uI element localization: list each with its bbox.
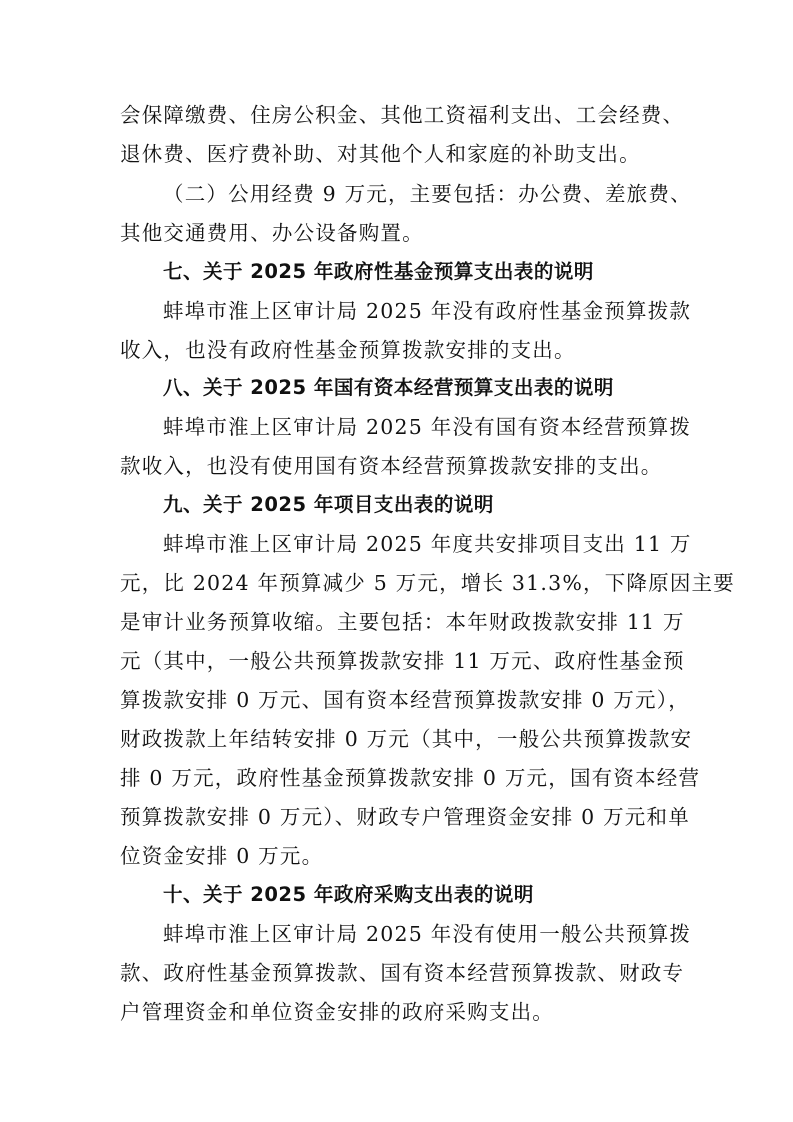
paragraph-line: 算拨款安排 0 万元、国有资本经营预算拨款安排 0 万元）， xyxy=(120,688,690,712)
section-heading-8: 八、关于 2025 年国有资本经营预算支出表的说明 xyxy=(163,376,614,399)
paragraph-line: 元，比 2024 年预算减少 5 万元，增长 31.3%，下降原因主要 xyxy=(120,571,735,595)
section-heading-10: 十、关于 2025 年政府采购支出表的说明 xyxy=(163,883,534,906)
paragraph-line: 是审计业务预算收缩。主要包括：本年财政拨款安排 11 万 xyxy=(120,610,685,634)
paragraph-line: 退休费、医疗费补助、对其他个人和家庭的补助支出。 xyxy=(120,142,641,166)
paragraph-line: 排 0 万元，政府性基金预算拨款安排 0 万元，国有资本经营 xyxy=(120,766,701,790)
paragraph-line: 其他交通费用、办公设备购置。 xyxy=(120,221,424,245)
paragraph-line: 蚌埠市淮上区审计局 2025 年没有政府性基金预算拨款 xyxy=(163,299,692,323)
paragraph-line: 蚌埠市淮上区审计局 2025 年没有使用一般公共预算拨 xyxy=(163,922,692,946)
paragraph-line: 财政拨款上年结转安排 0 万元（其中，一般公共预算拨款安 xyxy=(120,727,693,751)
paragraph-line: 会保障缴费、住房公积金、其他工资福利支出、工会经费、 xyxy=(120,103,685,127)
paragraph-line: （二）公用经费 9 万元，主要包括：办公费、差旅费、 xyxy=(163,182,692,206)
paragraph-line: 户管理资金和单位资金安排的政府采购支出。 xyxy=(120,1000,554,1024)
paragraph-line: 蚌埠市淮上区审计局 2025 年度共安排项目支出 11 万 xyxy=(163,532,692,556)
paragraph-line: 元（其中，一般公共预算拨款安排 11 万元、政府性基金预 xyxy=(120,649,685,673)
paragraph-line: 收入，也没有政府性基金预算拨款安排的支出。 xyxy=(120,338,576,362)
paragraph-line: 款收入，也没有使用国有资本经营预算拨款安排的支出。 xyxy=(120,454,663,478)
paragraph-line: 蚌埠市淮上区审计局 2025 年没有国有资本经营预算拨 xyxy=(163,415,692,439)
paragraph-line: 位资金安排 0 万元。 xyxy=(120,844,324,868)
section-heading-7: 七、关于 2025 年政府性基金预算支出表的说明 xyxy=(163,260,594,283)
paragraph-line: 款、政府性基金预算拨款、国有资本经营预算拨款、财政专 xyxy=(120,961,685,985)
section-heading-9: 九、关于 2025 年项目支出表的说明 xyxy=(163,493,494,516)
paragraph-line: 预算拨款安排 0 万元）、财政专户管理资金安排 0 万元和单 xyxy=(120,805,690,829)
